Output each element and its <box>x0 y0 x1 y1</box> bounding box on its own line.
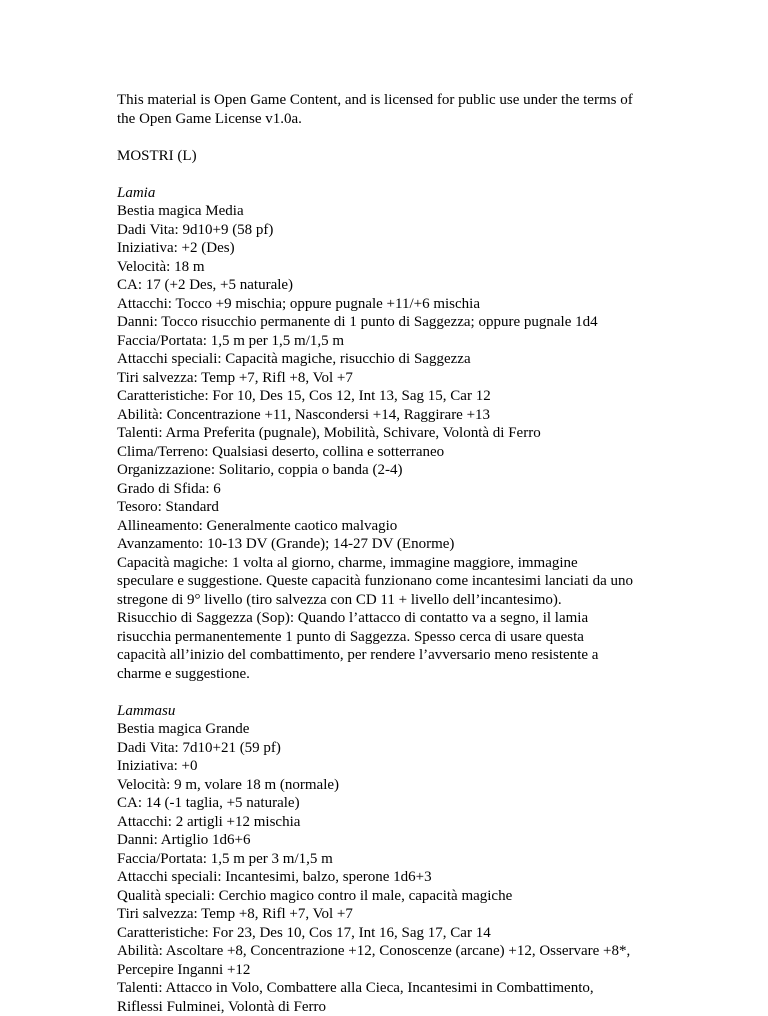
stat-line: Talenti: Arma Preferita (pugnale), Mobilità, Schivare, Volontà di Ferro <box>117 424 677 443</box>
spacer <box>117 683 677 702</box>
stat-line: Abilità: Ascoltare +8, Concentrazione +12, Conoscenze (arcane) +12, Osservare +8*, <box>117 942 677 961</box>
license-line: This material is Open Game Content, and is licensed for public use under the terms of <box>117 91 677 110</box>
stat-line: Capacità magiche: 1 volta al giorno, charme, immagine maggiore, immagine <box>117 554 677 573</box>
stat-line: Dadi Vita: 7d10+21 (59 pf) <box>117 739 677 758</box>
stat-line: capacità all’inizio del combattimento, per rendere l’avversario meno resistente a <box>117 646 677 665</box>
stat-line: Caratteristiche: For 10, Des 15, Cos 12, Int 13, Sag 15, Car 12 <box>117 387 677 406</box>
stat-line: Tiri salvezza: Temp +8, Rifl +7, Vol +7 <box>117 905 677 924</box>
spacer <box>117 128 677 147</box>
stat-line: Tesoro: Standard <box>117 498 677 517</box>
stat-line: CA: 14 (-1 taglia, +5 naturale) <box>117 794 677 813</box>
stat-line: charme e suggestione. <box>117 665 677 684</box>
stat-line: Caratteristiche: For 23, Des 10, Cos 17, Int 16, Sag 17, Car 14 <box>117 924 677 943</box>
monster-name: Lammasu <box>117 702 677 721</box>
document-page <box>117 91 677 1016</box>
stat-line: Velocità: 9 m, volare 18 m (normale) <box>117 776 677 795</box>
stat-line: Faccia/Portata: 1,5 m per 1,5 m/1,5 m <box>117 332 677 351</box>
stat-line: Avanzamento: 10-13 DV (Grande); 14-27 DV (Enorme) <box>117 535 677 554</box>
stat-line: Abilità: Concentrazione +11, Nascondersi +14, Raggirare +13 <box>117 406 677 425</box>
stat-line: Attacchi: Tocco +9 mischia; oppure pugnale +11/+6 mischia <box>117 295 677 314</box>
license-line: the Open Game License v1.0a. <box>117 110 677 129</box>
monster-entry-lammasu <box>117 702 677 1016</box>
section-title: MOSTRI (L) <box>117 147 677 166</box>
stat-line: Qualità speciali: Cerchio magico contro il male, capacità magiche <box>117 887 677 906</box>
stat-line: stregone di 9° livello (tiro salvezza con CD 11 + livello dell’incantesimo). <box>117 591 677 610</box>
stat-line: Dadi Vita: 9d10+9 (58 pf) <box>117 221 677 240</box>
stat-line: Bestia magica Media <box>117 202 677 221</box>
stat-line: Attacchi speciali: Capacità magiche, risucchio di Saggezza <box>117 350 677 369</box>
stat-line: Bestia magica Grande <box>117 720 677 739</box>
stat-line: Attacchi: 2 artigli +12 mischia <box>117 813 677 832</box>
monster-entry-lamia <box>117 184 677 684</box>
stat-line: Iniziativa: +2 (Des) <box>117 239 677 258</box>
stat-line: Tiri salvezza: Temp +7, Rifl +8, Vol +7 <box>117 369 677 388</box>
stat-line: Velocità: 18 m <box>117 258 677 277</box>
stat-line: Talenti: Attacco in Volo, Combattere alla Cieca, Incantesimi in Combattimento, <box>117 979 677 998</box>
stat-line: CA: 17 (+2 Des, +5 naturale) <box>117 276 677 295</box>
stat-line: Danni: Artiglio 1d6+6 <box>117 831 677 850</box>
spacer <box>117 165 677 184</box>
stat-line: Organizzazione: Solitario, coppia o banda (2-4) <box>117 461 677 480</box>
stat-line: Risucchio di Saggezza (Sop): Quando l’attacco di contatto va a segno, il lamia <box>117 609 677 628</box>
stat-line: Faccia/Portata: 1,5 m per 3 m/1,5 m <box>117 850 677 869</box>
stat-line: Percepire Inganni +12 <box>117 961 677 980</box>
stat-line: Attacchi speciali: Incantesimi, balzo, sperone 1d6+3 <box>117 868 677 887</box>
stat-line: Riflessi Fulminei, Volontà di Ferro <box>117 998 677 1016</box>
stat-line: Allineamento: Generalmente caotico malvagio <box>117 517 677 536</box>
stat-line: risucchia permanentemente 1 punto di Saggezza. Spesso cerca di usare questa <box>117 628 677 647</box>
stat-line: Clima/Terreno: Qualsiasi deserto, collina e sotterraneo <box>117 443 677 462</box>
license-block <box>117 91 677 128</box>
stat-line: Grado di Sfida: 6 <box>117 480 677 499</box>
monster-name: Lamia <box>117 184 677 203</box>
stat-line: Danni: Tocco risucchio permanente di 1 punto di Saggezza; oppure pugnale 1d4 <box>117 313 677 332</box>
stat-block <box>117 202 677 683</box>
stat-block <box>117 720 677 1016</box>
stat-line: speculare e suggestione. Queste capacità funzionano come incantesimi lanciati da uno <box>117 572 677 591</box>
stat-line: Iniziativa: +0 <box>117 757 677 776</box>
